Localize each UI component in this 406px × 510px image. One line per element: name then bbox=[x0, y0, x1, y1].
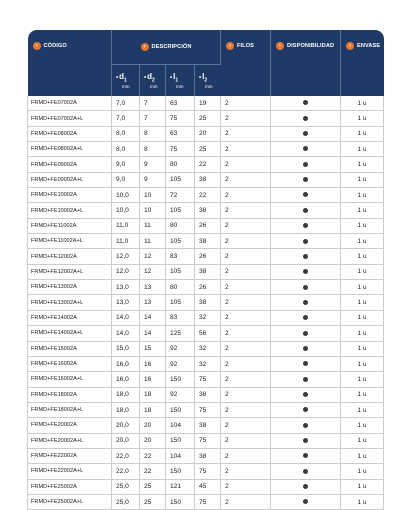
availability-indicator bbox=[271, 310, 341, 325]
envase-value: 1 u bbox=[341, 111, 384, 126]
l1-value: 105 bbox=[166, 203, 195, 218]
d1-value: 14,0 bbox=[112, 326, 140, 341]
d1-value: 22,0 bbox=[112, 464, 140, 479]
available-dot-icon bbox=[303, 377, 308, 382]
available-dot-icon bbox=[303, 116, 308, 121]
table-row bbox=[28, 433, 384, 448]
d2-value: 25 bbox=[140, 479, 166, 494]
table-row bbox=[28, 494, 384, 509]
l2-value: 25 bbox=[195, 111, 221, 126]
availability-indicator bbox=[271, 172, 341, 187]
available-dot-icon bbox=[303, 285, 308, 290]
envase-value: 1 u bbox=[341, 326, 384, 341]
available-dot-icon bbox=[303, 269, 308, 274]
l2-value: 32 bbox=[195, 356, 221, 371]
filos-value: 2 bbox=[221, 433, 271, 448]
available-dot-icon bbox=[303, 315, 308, 320]
header-row bbox=[28, 30, 384, 65]
filos-value: 2 bbox=[221, 234, 271, 249]
product-code: FRMD+FE16002A bbox=[28, 356, 112, 371]
envase-value: 1 u bbox=[341, 464, 384, 479]
l2-value: 38 bbox=[195, 418, 221, 433]
envase-value: 1 u bbox=[341, 157, 384, 172]
header-l1: $•l_1$ mm bbox=[166, 65, 195, 97]
orange-bullet-icon: › bbox=[226, 42, 234, 50]
header-filos bbox=[221, 30, 271, 96]
l2-value: 75 bbox=[195, 402, 221, 417]
availability-indicator bbox=[271, 280, 341, 295]
l1-value: 150 bbox=[166, 372, 195, 387]
l2-value: 38 bbox=[195, 234, 221, 249]
product-code: FRMD+FE11002A+L bbox=[28, 234, 112, 249]
product-code: FRMD+FE20002A+L bbox=[28, 433, 112, 448]
available-dot-icon bbox=[303, 146, 308, 151]
product-code: FRMD+FE12002A+L bbox=[28, 264, 112, 279]
available-dot-icon bbox=[303, 192, 308, 197]
available-dot-icon bbox=[303, 499, 308, 504]
filos-value: 2 bbox=[221, 418, 271, 433]
product-code: FRMD+FE14002A bbox=[28, 310, 112, 325]
header-disponibilidad-label: DISPONIBILIDAD bbox=[287, 43, 335, 49]
envase-value: 1 u bbox=[341, 448, 384, 463]
table-row bbox=[28, 203, 384, 218]
envase-value: 1 u bbox=[341, 387, 384, 402]
l2-value: 56 bbox=[195, 326, 221, 341]
header-d1: $•d_1$ mm bbox=[112, 65, 140, 97]
table-row bbox=[28, 142, 384, 157]
envase-value: 1 u bbox=[341, 203, 384, 218]
table-row bbox=[28, 172, 384, 187]
product-code: FRMD+FE10002A+L bbox=[28, 203, 112, 218]
l1-value: 80 bbox=[166, 218, 195, 233]
available-dot-icon bbox=[303, 300, 308, 305]
envase-value: 1 u bbox=[341, 295, 384, 310]
availability-indicator bbox=[271, 448, 341, 463]
envase-value: 1 u bbox=[341, 218, 384, 233]
l1-value: 72 bbox=[166, 188, 195, 203]
l1-value: 83 bbox=[166, 310, 195, 325]
l2-value: 75 bbox=[195, 372, 221, 387]
product-code: FRMD+FE18002A+L bbox=[28, 402, 112, 417]
table-row bbox=[28, 341, 384, 356]
table-row bbox=[28, 234, 384, 249]
l1-value: 105 bbox=[166, 172, 195, 187]
available-dot-icon bbox=[303, 100, 308, 105]
available-dot-icon bbox=[303, 346, 308, 351]
product-code: FRMD+FE22002A bbox=[28, 448, 112, 463]
available-dot-icon bbox=[303, 407, 308, 412]
d2-value: 22 bbox=[140, 464, 166, 479]
d1-value: 18,0 bbox=[112, 402, 140, 417]
d1-value: 13,0 bbox=[112, 295, 140, 310]
header-codigo bbox=[28, 30, 112, 96]
d2-value: 14 bbox=[140, 310, 166, 325]
d2-value: 8 bbox=[140, 142, 166, 157]
orange-bullet-icon: › bbox=[141, 43, 149, 51]
envase-value: 1 u bbox=[341, 494, 384, 509]
l1-value: 150 bbox=[166, 402, 195, 417]
d2-value: 16 bbox=[140, 356, 166, 371]
header-descripcion-label: DESCRIPCIÓN bbox=[151, 44, 192, 50]
d1-value: 7,0 bbox=[112, 96, 140, 111]
l2-value: 75 bbox=[195, 494, 221, 509]
available-dot-icon bbox=[303, 423, 308, 428]
product-code: FRMD+FE14002A+L bbox=[28, 326, 112, 341]
product-code: FRMD+FE09002A+L bbox=[28, 172, 112, 187]
d1-value: 8,0 bbox=[112, 142, 140, 157]
d2-value: 20 bbox=[140, 418, 166, 433]
envase-value: 1 u bbox=[341, 372, 384, 387]
d2-value: 8 bbox=[140, 126, 166, 141]
availability-indicator bbox=[271, 249, 341, 264]
l2-value: 38 bbox=[195, 264, 221, 279]
l2-value: 22 bbox=[195, 188, 221, 203]
availability-indicator bbox=[271, 494, 341, 509]
l1-value: 92 bbox=[166, 387, 195, 402]
availability-indicator bbox=[271, 372, 341, 387]
product-code: FRMD+FE08002A bbox=[28, 126, 112, 141]
d2-value: 20 bbox=[140, 433, 166, 448]
availability-indicator bbox=[271, 326, 341, 341]
d1-value: 12,0 bbox=[112, 249, 140, 264]
envase-value: 1 u bbox=[341, 280, 384, 295]
d1-value: 7,0 bbox=[112, 111, 140, 126]
l1-value: 63 bbox=[166, 96, 195, 111]
table-row bbox=[28, 387, 384, 402]
d1-value: 11,0 bbox=[112, 218, 140, 233]
available-dot-icon bbox=[303, 208, 308, 213]
available-dot-icon bbox=[303, 484, 308, 489]
available-dot-icon bbox=[303, 223, 308, 228]
envase-value: 1 u bbox=[341, 234, 384, 249]
d1-value: 25,0 bbox=[112, 494, 140, 509]
d2-value: 12 bbox=[140, 264, 166, 279]
available-dot-icon bbox=[303, 131, 308, 136]
d2-value: 22 bbox=[140, 448, 166, 463]
available-dot-icon bbox=[303, 254, 308, 259]
filos-value: 2 bbox=[221, 295, 271, 310]
availability-indicator bbox=[271, 142, 341, 157]
filos-value: 2 bbox=[221, 188, 271, 203]
d1-value: 16,0 bbox=[112, 356, 140, 371]
l2-value: 75 bbox=[195, 464, 221, 479]
table-row bbox=[28, 356, 384, 371]
envase-value: 1 u bbox=[341, 142, 384, 157]
l1-value: 150 bbox=[166, 433, 195, 448]
d1-value: 22,0 bbox=[112, 448, 140, 463]
available-dot-icon bbox=[303, 361, 308, 366]
envase-value: 1 u bbox=[341, 402, 384, 417]
availability-indicator bbox=[271, 126, 341, 141]
l2-value: 38 bbox=[195, 172, 221, 187]
product-code: FRMD+FE20002A bbox=[28, 418, 112, 433]
filos-value: 2 bbox=[221, 142, 271, 157]
table-row bbox=[28, 418, 384, 433]
d2-value: 18 bbox=[140, 387, 166, 402]
availability-indicator bbox=[271, 264, 341, 279]
filos-value: 2 bbox=[221, 203, 271, 218]
availability-indicator bbox=[271, 203, 341, 218]
d2-value: 10 bbox=[140, 188, 166, 203]
availability-indicator bbox=[271, 188, 341, 203]
envase-value: 1 u bbox=[341, 356, 384, 371]
d1-value: 20,0 bbox=[112, 433, 140, 448]
filos-value: 2 bbox=[221, 280, 271, 295]
filos-value: 2 bbox=[221, 126, 271, 141]
l1-value: 63 bbox=[166, 126, 195, 141]
availability-indicator bbox=[271, 402, 341, 417]
table-row bbox=[28, 402, 384, 417]
table-row bbox=[28, 280, 384, 295]
d2-value: 14 bbox=[140, 326, 166, 341]
filos-value: 2 bbox=[221, 111, 271, 126]
l2-value: 38 bbox=[195, 295, 221, 310]
filos-value: 2 bbox=[221, 264, 271, 279]
filos-value: 2 bbox=[221, 494, 271, 509]
header-l2: $•l_2$ mm bbox=[195, 65, 221, 97]
d2-value: 11 bbox=[140, 234, 166, 249]
d2-value: 12 bbox=[140, 249, 166, 264]
filos-value: 2 bbox=[221, 310, 271, 325]
header-descripcion bbox=[112, 30, 221, 65]
d1-value: 20,0 bbox=[112, 418, 140, 433]
product-code: FRMD+FE22002A+L bbox=[28, 464, 112, 479]
l1-value: 92 bbox=[166, 356, 195, 371]
envase-value: 1 u bbox=[341, 310, 384, 325]
table-row bbox=[28, 111, 384, 126]
l1-value: 104 bbox=[166, 418, 195, 433]
orange-bullet-icon: › bbox=[276, 42, 284, 50]
product-code: FRMD+FE18002A bbox=[28, 387, 112, 402]
d2-value: 9 bbox=[140, 157, 166, 172]
product-code: FRMD+FE13002A bbox=[28, 280, 112, 295]
availability-indicator bbox=[271, 96, 341, 111]
d2-value: 25 bbox=[140, 494, 166, 509]
available-dot-icon bbox=[303, 453, 308, 458]
filos-value: 2 bbox=[221, 172, 271, 187]
l1-value: 150 bbox=[166, 494, 195, 509]
envase-value: 1 u bbox=[341, 249, 384, 264]
d2-value: 13 bbox=[140, 295, 166, 310]
l2-value: 26 bbox=[195, 280, 221, 295]
d2-value: 7 bbox=[140, 111, 166, 126]
l2-value: 25 bbox=[195, 142, 221, 157]
d2-value: 10 bbox=[140, 203, 166, 218]
l2-value: 32 bbox=[195, 341, 221, 356]
l1-value: 125 bbox=[166, 326, 195, 341]
l1-value: 80 bbox=[166, 280, 195, 295]
product-code: FRMD+FE09002A bbox=[28, 157, 112, 172]
product-code: FRMD+FE11002A bbox=[28, 218, 112, 233]
availability-indicator bbox=[271, 341, 341, 356]
available-dot-icon bbox=[303, 177, 308, 182]
header-disponibilidad bbox=[271, 30, 341, 96]
filos-value: 2 bbox=[221, 356, 271, 371]
table-row bbox=[28, 310, 384, 325]
available-dot-icon bbox=[303, 392, 308, 397]
envase-value: 1 u bbox=[341, 96, 384, 111]
product-code: FRMD+FE15002A bbox=[28, 341, 112, 356]
l1-value: 92 bbox=[166, 341, 195, 356]
envase-value: 1 u bbox=[341, 341, 384, 356]
product-code: FRMD+FE07002A+L bbox=[28, 111, 112, 126]
envase-value: 1 u bbox=[341, 264, 384, 279]
d1-value: 9,0 bbox=[112, 157, 140, 172]
d1-value: 13,0 bbox=[112, 280, 140, 295]
header-d2: $•d_2$ mm bbox=[140, 65, 166, 97]
d1-value: 10,0 bbox=[112, 188, 140, 203]
d1-value: 10,0 bbox=[112, 203, 140, 218]
d2-value: 16 bbox=[140, 372, 166, 387]
header-envase-label: ENVASE bbox=[357, 43, 381, 49]
envase-value: 1 u bbox=[341, 433, 384, 448]
product-table-container bbox=[27, 30, 383, 510]
available-dot-icon bbox=[303, 438, 308, 443]
l1-value: 105 bbox=[166, 234, 195, 249]
envase-value: 1 u bbox=[341, 418, 384, 433]
l2-value: 32 bbox=[195, 310, 221, 325]
filos-value: 2 bbox=[221, 387, 271, 402]
l1-value: 75 bbox=[166, 111, 195, 126]
d2-value: 9 bbox=[140, 172, 166, 187]
available-dot-icon bbox=[303, 469, 308, 474]
product-code: FRMD+FE08002A+L bbox=[28, 142, 112, 157]
l1-value: 105 bbox=[166, 264, 195, 279]
filos-value: 2 bbox=[221, 448, 271, 463]
availability-indicator bbox=[271, 218, 341, 233]
l2-value: 75 bbox=[195, 433, 221, 448]
filos-value: 2 bbox=[221, 479, 271, 494]
product-code: FRMD+FE10002A bbox=[28, 188, 112, 203]
d1-value: 12,0 bbox=[112, 264, 140, 279]
filos-value: 2 bbox=[221, 464, 271, 479]
table-row bbox=[28, 372, 384, 387]
product-code: FRMD+FE25002A+L bbox=[28, 494, 112, 509]
available-dot-icon bbox=[303, 239, 308, 244]
filos-value: 2 bbox=[221, 157, 271, 172]
l2-value: 20 bbox=[195, 126, 221, 141]
l1-value: 83 bbox=[166, 249, 195, 264]
d2-value: 13 bbox=[140, 280, 166, 295]
availability-indicator bbox=[271, 479, 341, 494]
filos-value: 2 bbox=[221, 372, 271, 387]
availability-indicator bbox=[271, 157, 341, 172]
header-codigo-label: CÓDIGO bbox=[43, 43, 67, 49]
availability-indicator bbox=[271, 234, 341, 249]
filos-value: 2 bbox=[221, 218, 271, 233]
l1-value: 150 bbox=[166, 464, 195, 479]
l2-value: 38 bbox=[195, 448, 221, 463]
l1-value: 75 bbox=[166, 142, 195, 157]
orange-bullet-icon: › bbox=[33, 42, 41, 50]
table-row bbox=[28, 326, 384, 341]
available-dot-icon bbox=[303, 331, 308, 336]
availability-indicator bbox=[271, 387, 341, 402]
product-code: FRMD+FE13002A+L bbox=[28, 295, 112, 310]
envase-value: 1 u bbox=[341, 479, 384, 494]
envase-value: 1 u bbox=[341, 172, 384, 187]
table-row bbox=[28, 188, 384, 203]
l1-value: 80 bbox=[166, 157, 195, 172]
table-row bbox=[28, 295, 384, 310]
availability-indicator bbox=[271, 111, 341, 126]
header-filos-label: FILOS bbox=[237, 43, 254, 49]
table-row bbox=[28, 448, 384, 463]
table-row bbox=[28, 218, 384, 233]
l1-value: 105 bbox=[166, 295, 195, 310]
table-row bbox=[28, 464, 384, 479]
availability-indicator bbox=[271, 433, 341, 448]
d1-value: 15,0 bbox=[112, 341, 140, 356]
l1-value: 121 bbox=[166, 479, 195, 494]
table-row bbox=[28, 157, 384, 172]
table-row bbox=[28, 126, 384, 141]
filos-value: 2 bbox=[221, 249, 271, 264]
available-dot-icon bbox=[303, 162, 308, 167]
l1-value: 104 bbox=[166, 448, 195, 463]
d2-value: 11 bbox=[140, 218, 166, 233]
d1-value: 9,0 bbox=[112, 172, 140, 187]
table-row bbox=[28, 249, 384, 264]
product-table bbox=[27, 30, 384, 510]
l2-value: 26 bbox=[195, 249, 221, 264]
filos-value: 2 bbox=[221, 341, 271, 356]
d2-value: 7 bbox=[140, 96, 166, 111]
d1-value: 16,0 bbox=[112, 372, 140, 387]
d1-value: 18,0 bbox=[112, 387, 140, 402]
product-code: FRMD+FE07002A bbox=[28, 96, 112, 111]
d2-value: 18 bbox=[140, 402, 166, 417]
d1-value: 25,0 bbox=[112, 479, 140, 494]
d2-value: 15 bbox=[140, 341, 166, 356]
l2-value: 19 bbox=[195, 96, 221, 111]
table-row bbox=[28, 479, 384, 494]
envase-value: 1 u bbox=[341, 126, 384, 141]
envase-value: 1 u bbox=[341, 188, 384, 203]
table-body bbox=[28, 96, 384, 510]
availability-indicator bbox=[271, 464, 341, 479]
filos-value: 2 bbox=[221, 96, 271, 111]
filos-value: 2 bbox=[221, 402, 271, 417]
product-code: FRMD+FE16002A+L bbox=[28, 372, 112, 387]
table-row bbox=[28, 96, 384, 111]
orange-bullet-icon: › bbox=[346, 42, 354, 50]
header-envase bbox=[341, 30, 384, 96]
availability-indicator bbox=[271, 418, 341, 433]
d1-value: 14,0 bbox=[112, 310, 140, 325]
l2-value: 38 bbox=[195, 387, 221, 402]
availability-indicator bbox=[271, 295, 341, 310]
d1-value: 8,0 bbox=[112, 126, 140, 141]
l2-value: 38 bbox=[195, 203, 221, 218]
d1-value: 11,0 bbox=[112, 234, 140, 249]
l2-value: 26 bbox=[195, 218, 221, 233]
l2-value: 45 bbox=[195, 479, 221, 494]
product-code: FRMD+FE25002A bbox=[28, 479, 112, 494]
table-row bbox=[28, 264, 384, 279]
product-code: FRMD+FE12002A bbox=[28, 249, 112, 264]
filos-value: 2 bbox=[221, 326, 271, 341]
l2-value: 22 bbox=[195, 157, 221, 172]
availability-indicator bbox=[271, 356, 341, 371]
